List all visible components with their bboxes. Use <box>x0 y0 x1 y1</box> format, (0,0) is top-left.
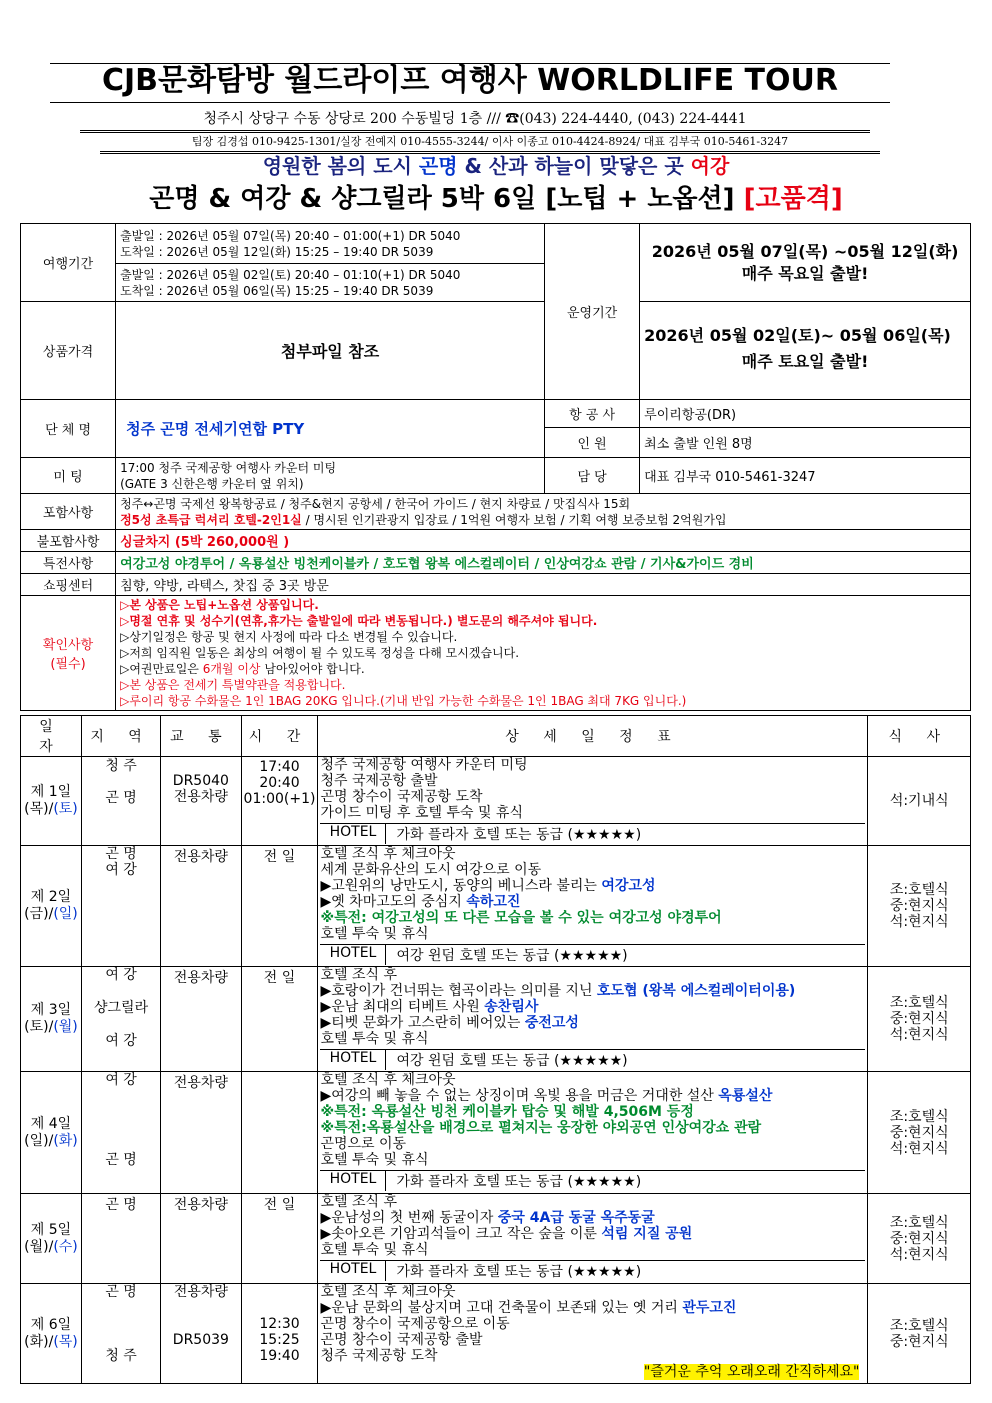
hotel-row <box>320 1170 865 1191</box>
meal-item: 조:호텔식 <box>889 1214 949 1231</box>
dow-alt: (화) <box>53 1132 78 1149</box>
time-item: 전 일 <box>263 1197 296 1213</box>
detail-line: 곤명 창수이 국제공항 출발 <box>320 1332 483 1348</box>
detail <box>318 1194 868 1284</box>
detail-line: 청주 국제공항 출발 <box>320 773 438 789</box>
detail-line: 호텔 조식 후 <box>320 967 397 983</box>
airline-label: 항 공 사 <box>545 400 640 428</box>
attraction: 속하고진 <box>466 894 521 910</box>
hotel-row <box>320 1049 865 1070</box>
detail-line: 청주 국제공항 도착 <box>320 1348 438 1364</box>
shopping-value: 침향, 약방, 라텍스, 찻집 중 3곳 방문 <box>116 574 971 596</box>
detail-line: 호텔 조식 후 체크아웃 <box>320 846 456 862</box>
shopping-label: 쇼핑센터 <box>21 574 116 596</box>
confirm-label-sub: (필수) <box>50 657 86 672</box>
region <box>81 846 160 967</box>
operation-1: 2026년 05월 07일(목) ~05월 12일(화) 매주 목요일 출발! <box>640 224 971 302</box>
attraction: 옥룡설산 <box>718 1088 773 1104</box>
transport-item: 전용차량 <box>173 970 228 986</box>
hotel-row <box>320 944 865 965</box>
special-benefit: ※특전:옥룡설산을 배경으로 펼쳐지는 웅장한 야외공연 인상여강쇼 관람 <box>320 1120 762 1136</box>
period-2-arrive: 도착일 : 2026년 05월 06일(목) 15:25 – 19:40 DR 5039 <box>120 283 434 298</box>
time-item: 20:40 <box>259 775 300 791</box>
meal-item: 조:호텔식 <box>889 1108 949 1125</box>
itinerary-header <box>21 716 971 757</box>
meal-item: 석:현지식 <box>889 1246 949 1263</box>
time-item: 전 일 <box>263 970 296 986</box>
meal-item: 중:현지식 <box>889 1011 949 1027</box>
region-name: 곤 명 <box>105 1152 137 1168</box>
period-1-depart: 출발일 : 2026년 05월 07일(목) 20:40 – 01:00(+1) DR 5040 <box>120 228 461 243</box>
detail <box>318 1072 868 1194</box>
region <box>81 1194 160 1284</box>
meal-item: 조:호텔식 <box>889 995 949 1011</box>
detail-line: ▶고원위의 낭만도시, 동양의 베니스라 불리는 <box>320 878 602 894</box>
hotel-value: 여강 윈덤 호텔 또는 동급 (★★★★★) <box>396 1053 628 1069</box>
group-label: 단 체 명 <box>21 400 116 458</box>
detail-line: 청주 국제공항 여행사 카운터 미팅 <box>320 757 528 773</box>
transport-item: 전용차량 <box>173 849 228 865</box>
meal-item: 조:호텔식 <box>889 1317 949 1334</box>
confirm-label <box>21 596 116 711</box>
meal-item: 중:현지식 <box>889 1333 949 1350</box>
meal <box>868 1284 971 1384</box>
region <box>81 1284 160 1384</box>
special-value: 여강고성 야경투어 / 옥룡설산 빙천케이블카 / 호도협 왕복 에스컬레이터 / 인상여강쇼 관람 / 기사&가이드 경비 <box>116 552 971 574</box>
include-line-2: / 명시된 인기관광지 입장료 / 1억원 여행자 보험 / 기획 여행 보증보험 2억원가입 <box>301 512 727 527</box>
people-value: 최소 출발 인원 8명 <box>640 428 971 458</box>
day-label: 제 1일 <box>30 784 72 800</box>
time-item: 19:40 <box>259 1348 300 1364</box>
meeting-value <box>116 458 545 494</box>
day-6: 제 6일 (화)/(목) <box>21 1284 82 1384</box>
region-name: 곤 명 <box>105 790 137 806</box>
dow: (금) <box>24 906 49 922</box>
operation-2-dates: 2026년 05월 02일(토)~ 05월 06일(목) <box>644 325 951 345</box>
header-detail: 상 세 일 정 표 <box>318 716 868 757</box>
day-5: 제 5일 (월)/(수) <box>21 1194 82 1284</box>
time-item: 01:00(+1) <box>243 791 316 807</box>
header-date: 일 자 <box>21 716 82 757</box>
time <box>241 846 318 967</box>
transport-item: 전용차량 <box>173 1197 228 1213</box>
meal-item: 석:현지식 <box>889 1027 949 1043</box>
agency-staff: 팀장 김경섭 010-9425-1301/실장 전예지 010-4555-3244/ 이사 이종고 010-4424-8924/ 대표 김부국 010-5461-3247 <box>100 133 880 154</box>
day-2: 제 2일 (금)/(일) <box>21 846 82 967</box>
confirm-line: 남아있어야 합니다. <box>260 662 365 676</box>
detail-line: ▶호랑이가 건너뛰는 협곡이라는 의미를 지닌 <box>320 983 597 999</box>
region-name: 여 강 <box>105 967 137 983</box>
confirm-label-text: 확인사항 <box>42 638 94 653</box>
day-1: 제 1일 (목)/(토) <box>21 757 82 846</box>
main-title-text: 곤명 & 여강 & 샹그릴라 5박 6일 [노팁 + 노옵션] <box>149 184 744 214</box>
region-name: 곤 명 <box>105 846 137 862</box>
detail-line: ▶솟아오른 기암괴석들이 크고 작은 숲을 이룬 <box>320 1226 602 1242</box>
time <box>241 757 318 846</box>
operation-label: 운영기간 <box>545 224 640 400</box>
meeting-line-1: 17:00 청주 국제공항 여행사 카운터 미팅 <box>120 460 337 475</box>
dow: (목) <box>24 801 49 817</box>
hotel-label: HOTEL <box>320 1261 386 1281</box>
time <box>241 967 318 1072</box>
hotel-label: HOTEL <box>320 824 386 844</box>
include-hotel: 정5성 초특급 럭셔리 호텔-2인1실 <box>120 512 302 527</box>
region-name: 곤 명 <box>105 1284 137 1300</box>
detail <box>318 1284 868 1384</box>
time-item: 15:25 <box>259 1332 300 1348</box>
transport <box>161 846 241 967</box>
transport-item: 전용차량 <box>173 1075 228 1091</box>
dow-alt: (토) <box>53 801 78 817</box>
confirm-line: ▷본 상품은 전세기 특별약관을 적용합니다. <box>120 678 346 692</box>
dow-alt: (수) <box>53 1238 78 1255</box>
exclude-label: 불포함사항 <box>21 530 116 552</box>
transport <box>161 757 241 846</box>
special-benefit: ※특전: 여강고성의 또 다른 모습을 볼 수 있는 여강고성 야경투어 <box>320 910 722 926</box>
detail-line: 호텔 조식 후 체크아웃 <box>320 1284 456 1300</box>
region-name: 여 강 <box>105 1072 137 1088</box>
subtitle-text: 영원한 봄의 도시 <box>262 154 419 178</box>
period-1-arrive: 도착일 : 2026년 05월 12일(화) 15:25 – 19:40 DR 5039 <box>120 244 434 259</box>
detail-line: ▶운남성의 첫 번째 동굴이자 <box>320 1210 498 1226</box>
time <box>241 1072 318 1194</box>
detail-line: ▶티벳 문화가 고스란히 베어있는 <box>320 1015 525 1031</box>
detail-line: 곤명으로 이동 <box>320 1136 407 1152</box>
day-label: 제 2일 <box>30 889 72 905</box>
meal <box>868 1072 971 1194</box>
meal-item: 석:현지식 <box>889 1140 949 1157</box>
operation-2 <box>640 302 971 400</box>
agency-title: CJB문화탐방 월드라이프 여행사 WORLDLIFE TOUR <box>102 63 838 98</box>
hotel-row <box>320 823 865 844</box>
detail-line: ▶운남 문화의 불상지며 고대 건축물이 보존돼 있는 옛 거리 <box>320 1300 683 1316</box>
hotel-row <box>320 1260 865 1281</box>
detail-line: 가이드 미팅 후 호텔 투숙 및 휴식 <box>320 805 523 821</box>
tour-info-table <box>20 223 971 711</box>
dow: (월) <box>24 1238 49 1255</box>
exclude-value: 싱글차지 (5박 260,000원 ) <box>116 530 971 552</box>
itinerary-table <box>20 715 971 1384</box>
detail-line: 호텔 조식 후 체크아웃 <box>320 1072 456 1088</box>
special-benefit: ※특전: 옥룡설산 빙천 케이블카 탑승 및 해발 4,506M 등정 <box>320 1104 694 1120</box>
meal <box>868 757 971 846</box>
region-name: 샹그릴라 <box>94 1000 149 1016</box>
special-label: 특전사항 <box>21 552 116 574</box>
header-meal: 식 사 <box>868 716 971 757</box>
region-name: 청 주 <box>105 758 137 774</box>
region <box>81 757 160 846</box>
attraction: 여강고성 <box>601 878 656 894</box>
hotel-value: 여강 윈덤 호텔 또는 동급 (★★★★★) <box>396 948 628 964</box>
region-name: 곤 명 <box>105 1197 137 1213</box>
transport <box>161 1194 241 1284</box>
header-region: 지 역 <box>81 716 160 757</box>
agency-address: 청주시 상당구 수동 상당로 200 수동빌딩 1층 /// ☎(043) 224-4440, (043) 224-4441 <box>80 108 870 133</box>
header-rule-bottom <box>50 102 890 103</box>
meal-item: 석:현지식 <box>889 914 949 930</box>
meeting-label: 미 팅 <box>21 458 116 494</box>
price-label: 상품가격 <box>21 302 116 400</box>
hotel-value: 가화 플라자 호텔 또는 동급 (★★★★★) <box>396 1264 642 1280</box>
include-value <box>116 494 971 530</box>
hotel-value: 가화 플라자 호텔 또는 동급 (★★★★★) <box>396 827 642 843</box>
transport-item: DR5040 <box>172 773 229 789</box>
tour-subtitle <box>0 150 992 179</box>
day-label: 제 6일 <box>30 1316 72 1333</box>
manager-label: 담 당 <box>545 458 640 494</box>
time-item: 12:30 <box>259 1316 300 1332</box>
detail <box>318 757 868 846</box>
meal <box>868 1194 971 1284</box>
detail-line: 호텔 조식 후 <box>320 1194 397 1210</box>
table-row <box>21 1072 971 1194</box>
time <box>241 1284 318 1384</box>
period-label: 여행기간 <box>21 224 116 302</box>
region-name: 여 강 <box>105 862 137 878</box>
region-name: 여 강 <box>105 1033 137 1049</box>
detail-line: 호텔 투숙 및 휴식 <box>320 1031 429 1047</box>
meal-item: 중:현지식 <box>889 898 949 914</box>
time-item: 전 일 <box>263 849 296 865</box>
passport-months: 6개월 이상 <box>202 662 261 676</box>
airline-value: 루이리항공(DR) <box>640 400 971 428</box>
meal <box>868 967 971 1072</box>
detail <box>318 967 868 1072</box>
table-row <box>21 967 971 1072</box>
operation-2-weekly: 매주 토요일 출발! <box>741 351 869 371</box>
time <box>241 1194 318 1284</box>
detail-line: 호텔 투숙 및 휴식 <box>320 1242 429 1258</box>
day-label: 제 3일 <box>30 1002 72 1018</box>
group-value: 청주 곤명 전세기연합 PTY <box>116 400 545 458</box>
detail-line: ▶여강의 빼 놓을 수 없는 상징이며 옥빛 용을 머금은 거대한 설산 <box>320 1088 719 1104</box>
confirm-line: ▷저희 임직원 일동은 최상의 여행이 될 수 있도록 정성을 다해 모시겠습니다. <box>120 646 520 660</box>
manager-value: 대표 김부국 010-5461-3247 <box>640 458 971 494</box>
header-transport: 교 통 <box>161 716 241 757</box>
meal <box>868 846 971 967</box>
dow-alt: (목) <box>53 1333 78 1350</box>
confirm-line: ▷상기일정은 항공 및 현지 사정에 따라 다소 변경될 수 있습니다. <box>120 630 458 644</box>
meal-item: 석:기내식 <box>889 793 949 809</box>
detail-line: 호텔 투숙 및 휴식 <box>320 926 429 942</box>
transport <box>161 1284 241 1384</box>
confirm-line: ▷여권만료일은 <box>120 662 203 676</box>
meal-item: 중:현지식 <box>889 1230 949 1247</box>
transport <box>161 967 241 1072</box>
detail-line: 곤명 창수이 국제공항 도착 <box>320 789 483 805</box>
hotel-label: HOTEL <box>320 945 386 965</box>
dow: (화) <box>24 1333 49 1350</box>
day-4: 제 4일 (일)/(화) <box>21 1072 82 1194</box>
include-label: 포함사항 <box>21 494 116 530</box>
table-row <box>21 1194 971 1284</box>
region <box>81 1072 160 1194</box>
confirm-line: ▷명절 연휴 및 성수기(연휴,휴가는 출발일에 따라 변동됩니다.) 별도문의 해주셔야 됩니다. <box>120 614 598 628</box>
header-time: 시 간 <box>241 716 318 757</box>
price-value: 첨부파일 참조 <box>116 302 545 400</box>
detail-line: ▶운남 최대의 티베트 사원 <box>320 999 485 1015</box>
meal-item: 조:호텔식 <box>889 882 949 898</box>
confirm-line: ▷루이리 항공 수화물은 1인 1BAG 20KG 입니다.(기내 반입 가능한 수화물은 1인 1BAG 최대 7KG 입니다.) <box>120 694 687 708</box>
closing-message: "즐거운 추억 오래오래 간직하세요" <box>643 1364 860 1380</box>
subtitle-text: & 산과 하늘이 맞닿은 곳 <box>457 154 691 178</box>
detail <box>318 846 868 967</box>
period-2 <box>116 264 545 302</box>
region <box>81 967 160 1072</box>
detail-line: 호텔 투숙 및 휴식 <box>320 1152 429 1168</box>
day-label: 제 4일 <box>30 1115 72 1132</box>
period-1 <box>116 224 545 264</box>
attraction: 호도협 (왕복 에스컬레이터이용) <box>596 983 796 999</box>
main-title-premium: [고품격] <box>743 184 843 214</box>
include-line-1: 청주↔곤명 국제선 왕복항공료 / 청주&현지 공항세 / 한국어 가이드 / 현지 차량료 / 맛집식사 15회 <box>120 496 631 511</box>
meal-item: 중:현지식 <box>889 1124 949 1141</box>
attraction: 중전고성 <box>524 1015 579 1031</box>
table-row <box>21 846 971 967</box>
dow: (일) <box>24 1132 49 1149</box>
subtitle-lijiang: 여강 <box>690 154 730 178</box>
table-row <box>21 757 971 846</box>
people-label: 인 원 <box>545 428 640 458</box>
transport <box>161 1072 241 1194</box>
table-row <box>21 1284 971 1384</box>
attraction: 중국 4A급 동굴 옥주동굴 <box>497 1210 655 1226</box>
subtitle-kunming: 곤명 <box>418 154 458 178</box>
attraction: 관두고진 <box>682 1300 737 1316</box>
dow-alt: (월) <box>53 1019 78 1035</box>
transport-item: 전용차량 <box>173 789 228 805</box>
day-label: 제 5일 <box>30 1221 72 1238</box>
hotel-value: 가화 플라자 호텔 또는 동급 (★★★★★) <box>396 1174 642 1190</box>
attraction: 석림 지질 공원 <box>601 1226 693 1242</box>
detail-line: 세계 문화유산의 도시 여강으로 이동 <box>320 862 542 878</box>
dow: (토) <box>24 1019 49 1035</box>
tour-main-title <box>0 178 992 215</box>
transport-item: DR5039 <box>172 1332 229 1348</box>
time-item: 17:40 <box>259 759 300 775</box>
detail-line: ▶옛 차마고도의 중심지 <box>320 894 467 910</box>
period-2-depart: 출발일 : 2026년 05월 02일(토) 20:40 – 01:10(+1) DR 5040 <box>120 267 461 282</box>
dow-alt: (일) <box>53 906 78 922</box>
confirm-line: ▷본 상품은 노팁+노옵션 상품입니다. <box>120 598 319 612</box>
detail-line: 곤명 창수이 국제공항으로 이동 <box>320 1316 510 1332</box>
hotel-label: HOTEL <box>320 1171 386 1191</box>
region-name: 청 주 <box>105 1348 137 1364</box>
hotel-label: HOTEL <box>320 1050 386 1070</box>
confirm-list <box>116 596 971 711</box>
day-3: 제 3일 (토)/(월) <box>21 967 82 1072</box>
attraction: 송찬림사 <box>484 999 539 1015</box>
meeting-line-2: (GATE 3 신한은행 카운터 옆 위치) <box>120 476 304 491</box>
transport-item: 전용차량 <box>173 1284 228 1300</box>
